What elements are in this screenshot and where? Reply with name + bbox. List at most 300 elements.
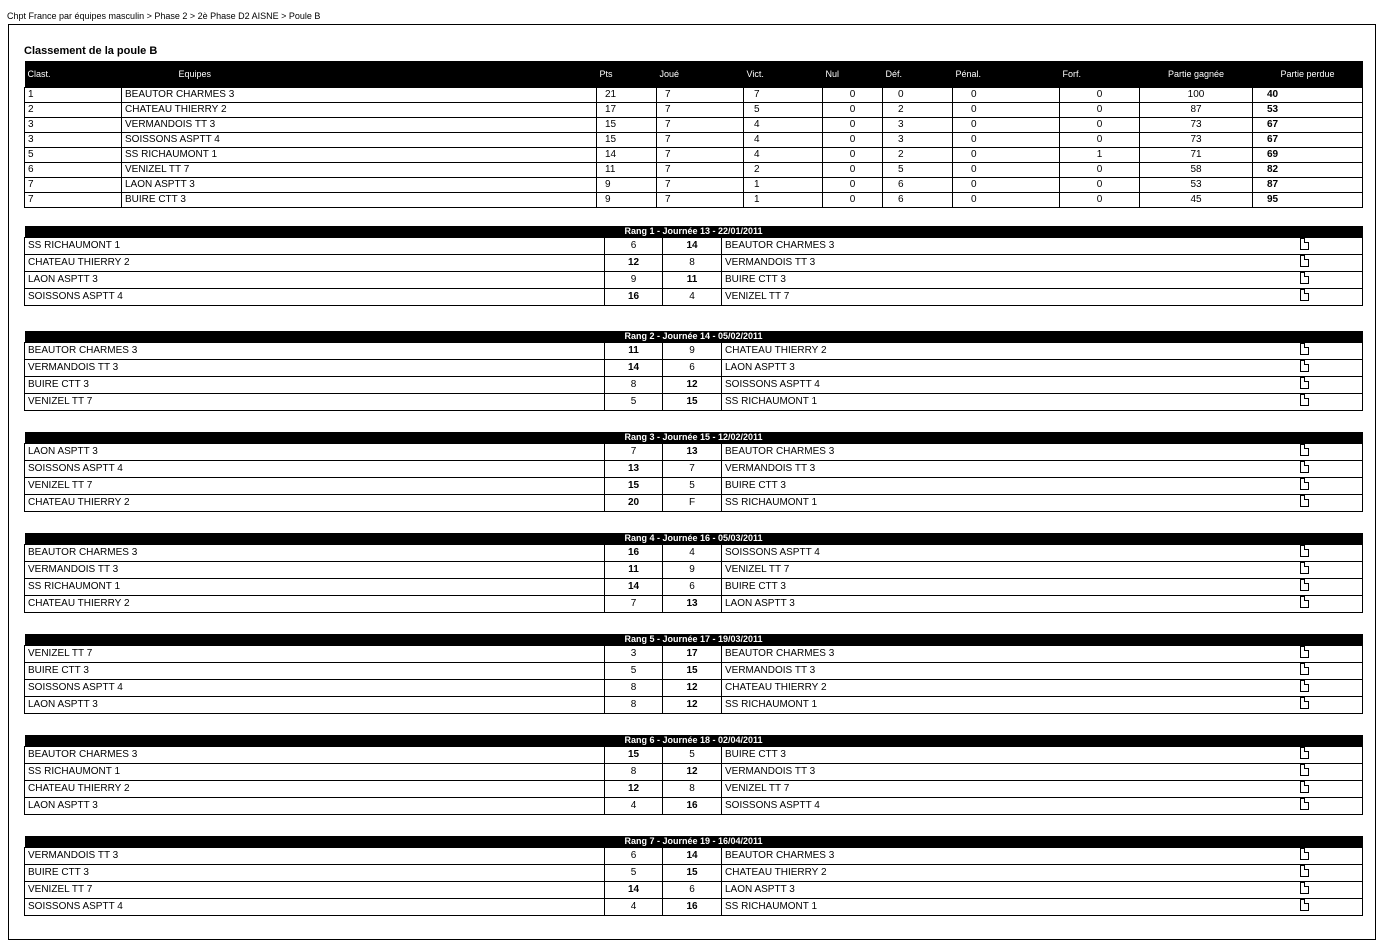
games-won-cell: 45 bbox=[1140, 193, 1253, 208]
team-cell: VENIZEL TT 7 bbox=[122, 163, 597, 178]
match-sheet-link[interactable] bbox=[1300, 680, 1363, 697]
points-cell: 15 bbox=[597, 118, 657, 133]
away-team: LAON ASPTT 3 bbox=[722, 360, 1300, 377]
rank-cell: 3 bbox=[25, 133, 122, 148]
home-score: 14 bbox=[605, 360, 663, 377]
penalty-cell: 0 bbox=[953, 163, 1060, 178]
standings-table bbox=[24, 61, 1363, 208]
document-icon[interactable] bbox=[1300, 272, 1309, 284]
match-row bbox=[25, 255, 1363, 272]
col-header-clast: Clast. bbox=[25, 61, 122, 88]
penalty-cell: 0 bbox=[953, 193, 1060, 208]
home-score: 15 bbox=[605, 478, 663, 495]
document-icon[interactable] bbox=[1300, 596, 1309, 608]
match-row bbox=[25, 238, 1363, 255]
home-score: 7 bbox=[605, 444, 663, 461]
round-header-row bbox=[25, 735, 1363, 747]
games-won-cell: 73 bbox=[1140, 118, 1253, 133]
away-team: VERMANDOIS TT 3 bbox=[722, 764, 1300, 781]
wins-cell: 5 bbox=[744, 103, 823, 118]
losses-cell: 6 bbox=[883, 193, 953, 208]
away-score: 17 bbox=[663, 646, 722, 663]
away-score: 6 bbox=[663, 360, 722, 377]
away-team: VERMANDOIS TT 3 bbox=[722, 461, 1300, 478]
home-score: 7 bbox=[605, 596, 663, 613]
wins-cell: 4 bbox=[744, 133, 823, 148]
played-cell: 7 bbox=[657, 163, 744, 178]
games-lost-cell: 67 bbox=[1253, 118, 1363, 133]
home-team: BEAUTOR CHARMES 3 bbox=[25, 343, 605, 360]
home-score: 16 bbox=[605, 545, 663, 562]
played-cell: 7 bbox=[657, 148, 744, 163]
home-team: LAON ASPTT 3 bbox=[25, 798, 605, 815]
match-sheet-link[interactable] bbox=[1300, 444, 1363, 461]
home-score: 15 bbox=[605, 747, 663, 764]
draws-cell: 0 bbox=[823, 148, 883, 163]
match-row bbox=[25, 798, 1363, 815]
games-won-cell: 58 bbox=[1140, 163, 1253, 178]
match-sheet-link[interactable] bbox=[1300, 238, 1363, 255]
match-row bbox=[25, 272, 1363, 289]
document-icon[interactable] bbox=[1300, 461, 1309, 473]
document-icon[interactable] bbox=[1300, 289, 1309, 301]
round-header-row bbox=[25, 432, 1363, 444]
match-sheet-link[interactable] bbox=[1300, 272, 1363, 289]
standings-row bbox=[25, 163, 1363, 178]
points-cell: 11 bbox=[597, 163, 657, 178]
points-cell: 9 bbox=[597, 178, 657, 193]
match-row bbox=[25, 764, 1363, 781]
match-row bbox=[25, 663, 1363, 680]
away-team: VENIZEL TT 7 bbox=[722, 289, 1300, 306]
away-team: SOISSONS ASPTT 4 bbox=[722, 798, 1300, 815]
match-sheet-link[interactable] bbox=[1300, 663, 1363, 680]
home-team: CHATEAU THIERRY 2 bbox=[25, 596, 605, 613]
away-team: LAON ASPTT 3 bbox=[722, 882, 1300, 899]
home-score: 11 bbox=[605, 343, 663, 360]
round-title: Rang 5 - Journée 17 - 19/03/2011 bbox=[25, 634, 1363, 646]
document-icon[interactable] bbox=[1300, 377, 1309, 389]
home-team: VENIZEL TT 7 bbox=[25, 882, 605, 899]
match-sheet-link[interactable] bbox=[1300, 865, 1363, 882]
away-team: SOISSONS ASPTT 4 bbox=[722, 377, 1300, 394]
away-score: 8 bbox=[663, 255, 722, 272]
col-header-nul: Nul bbox=[823, 61, 883, 88]
round-table bbox=[24, 735, 1363, 815]
away-score: 12 bbox=[663, 697, 722, 714]
home-score: 12 bbox=[605, 781, 663, 798]
away-score: 12 bbox=[663, 764, 722, 781]
match-row bbox=[25, 394, 1363, 411]
wins-cell: 4 bbox=[744, 118, 823, 133]
home-score: 14 bbox=[605, 579, 663, 596]
games-lost-cell: 40 bbox=[1253, 88, 1363, 103]
match-row bbox=[25, 579, 1363, 596]
away-team: BUIRE CTT 3 bbox=[722, 478, 1300, 495]
away-score: 6 bbox=[663, 882, 722, 899]
home-team: SOISSONS ASPTT 4 bbox=[25, 680, 605, 697]
team-cell: BUIRE CTT 3 bbox=[122, 193, 597, 208]
rank-cell: 3 bbox=[25, 118, 122, 133]
away-team: VERMANDOIS TT 3 bbox=[722, 255, 1300, 272]
round-table bbox=[24, 226, 1363, 306]
match-sheet-link[interactable] bbox=[1300, 798, 1363, 815]
forfeit-cell: 0 bbox=[1060, 88, 1140, 103]
away-team: BUIRE CTT 3 bbox=[722, 747, 1300, 764]
standings-row bbox=[25, 193, 1363, 208]
match-row bbox=[25, 377, 1363, 394]
home-score: 8 bbox=[605, 377, 663, 394]
col-header-partie-gagnee: Partie gagnée bbox=[1140, 61, 1253, 88]
points-cell: 21 bbox=[597, 88, 657, 103]
home-score: 11 bbox=[605, 562, 663, 579]
match-sheet-link[interactable] bbox=[1300, 360, 1363, 377]
team-cell: SS RICHAUMONT 1 bbox=[122, 148, 597, 163]
document-icon[interactable] bbox=[1300, 646, 1309, 658]
round-title: Rang 7 - Journée 19 - 16/04/2011 bbox=[25, 836, 1363, 848]
document-icon[interactable] bbox=[1300, 848, 1309, 860]
forfeit-cell: 1 bbox=[1060, 148, 1140, 163]
home-team: SOISSONS ASPTT 4 bbox=[25, 899, 605, 916]
penalty-cell: 0 bbox=[953, 148, 1060, 163]
games-won-cell: 87 bbox=[1140, 103, 1253, 118]
round-table bbox=[24, 432, 1363, 512]
played-cell: 7 bbox=[657, 133, 744, 148]
penalty-cell: 0 bbox=[953, 133, 1060, 148]
rank-cell: 2 bbox=[25, 103, 122, 118]
document-icon[interactable] bbox=[1300, 697, 1309, 709]
losses-cell: 5 bbox=[883, 163, 953, 178]
away-score: 15 bbox=[663, 865, 722, 882]
away-score: 12 bbox=[663, 377, 722, 394]
games-won-cell: 100 bbox=[1140, 88, 1253, 103]
home-score: 6 bbox=[605, 238, 663, 255]
home-score: 3 bbox=[605, 646, 663, 663]
home-team: CHATEAU THIERRY 2 bbox=[25, 781, 605, 798]
penalty-cell: 0 bbox=[953, 178, 1060, 193]
games-won-cell: 73 bbox=[1140, 133, 1253, 148]
rank-cell: 6 bbox=[25, 163, 122, 178]
away-score: 9 bbox=[663, 562, 722, 579]
home-team: SS RICHAUMONT 1 bbox=[25, 238, 605, 255]
document-icon[interactable] bbox=[1300, 882, 1309, 894]
match-row bbox=[25, 697, 1363, 714]
match-row bbox=[25, 747, 1363, 764]
points-cell: 9 bbox=[597, 193, 657, 208]
match-row bbox=[25, 461, 1363, 478]
match-sheet-link[interactable] bbox=[1300, 562, 1363, 579]
document-icon[interactable] bbox=[1300, 764, 1309, 776]
match-sheet-link[interactable] bbox=[1300, 394, 1363, 411]
standings-row bbox=[25, 88, 1363, 103]
document-icon[interactable] bbox=[1300, 781, 1309, 793]
home-team: SOISSONS ASPTT 4 bbox=[25, 289, 605, 306]
document-icon[interactable] bbox=[1300, 360, 1309, 372]
team-cell: BEAUTOR CHARMES 3 bbox=[122, 88, 597, 103]
round-header-row bbox=[25, 331, 1363, 343]
standings-row bbox=[25, 103, 1363, 118]
home-score: 16 bbox=[605, 289, 663, 306]
standings-row bbox=[25, 118, 1363, 133]
page-title: Classement de la poule B bbox=[24, 45, 158, 57]
losses-cell: 0 bbox=[883, 88, 953, 103]
home-team: BUIRE CTT 3 bbox=[25, 377, 605, 394]
home-team: SS RICHAUMONT 1 bbox=[25, 579, 605, 596]
losses-cell: 3 bbox=[883, 118, 953, 133]
standings-row bbox=[25, 148, 1363, 163]
draws-cell: 0 bbox=[823, 163, 883, 178]
away-team: SS RICHAUMONT 1 bbox=[722, 697, 1300, 714]
rank-cell: 7 bbox=[25, 178, 122, 193]
team-cell: VERMANDOIS TT 3 bbox=[122, 118, 597, 133]
home-score: 13 bbox=[605, 461, 663, 478]
home-team: VERMANDOIS TT 3 bbox=[25, 848, 605, 865]
games-lost-cell: 82 bbox=[1253, 163, 1363, 178]
match-sheet-link[interactable] bbox=[1300, 255, 1363, 272]
losses-cell: 2 bbox=[883, 103, 953, 118]
breadcrumb: Chpt France par équipes masculin > Phase 2 > 2è Phase D2 AISNE > Poule B bbox=[7, 11, 321, 21]
standings-row bbox=[25, 178, 1363, 193]
forfeit-cell: 0 bbox=[1060, 118, 1140, 133]
away-team: CHATEAU THIERRY 2 bbox=[722, 865, 1300, 882]
away-team: CHATEAU THIERRY 2 bbox=[722, 680, 1300, 697]
match-row bbox=[25, 781, 1363, 798]
away-team: LAON ASPTT 3 bbox=[722, 596, 1300, 613]
match-sheet-link[interactable] bbox=[1300, 848, 1363, 865]
away-score: 14 bbox=[663, 848, 722, 865]
penalty-cell: 0 bbox=[953, 118, 1060, 133]
rank-cell: 5 bbox=[25, 148, 122, 163]
round-title: Rang 1 - Journée 13 - 22/01/2011 bbox=[25, 226, 1363, 238]
games-won-cell: 53 bbox=[1140, 178, 1253, 193]
away-score: 7 bbox=[663, 461, 722, 478]
home-score: 8 bbox=[605, 680, 663, 697]
wins-cell: 7 bbox=[744, 88, 823, 103]
match-sheet-link[interactable] bbox=[1300, 495, 1363, 512]
match-row bbox=[25, 444, 1363, 461]
forfeit-cell: 0 bbox=[1060, 103, 1140, 118]
home-score: 4 bbox=[605, 798, 663, 815]
away-team: SS RICHAUMONT 1 bbox=[722, 899, 1300, 916]
played-cell: 7 bbox=[657, 103, 744, 118]
document-icon[interactable] bbox=[1300, 680, 1309, 692]
round-title: Rang 3 - Journée 15 - 12/02/2011 bbox=[25, 432, 1363, 444]
home-team: VENIZEL TT 7 bbox=[25, 478, 605, 495]
away-team: BEAUTOR CHARMES 3 bbox=[722, 444, 1300, 461]
team-cell: LAON ASPTT 3 bbox=[122, 178, 597, 193]
standings-header-row bbox=[25, 61, 1363, 88]
col-header-partie-perdue: Partie perdue bbox=[1253, 61, 1363, 88]
games-lost-cell: 69 bbox=[1253, 148, 1363, 163]
away-score: 13 bbox=[663, 444, 722, 461]
penalty-cell: 0 bbox=[953, 88, 1060, 103]
played-cell: 7 bbox=[657, 193, 744, 208]
home-score: 5 bbox=[605, 663, 663, 680]
points-cell: 15 bbox=[597, 133, 657, 148]
match-row bbox=[25, 478, 1363, 495]
draws-cell: 0 bbox=[823, 178, 883, 193]
match-row bbox=[25, 848, 1363, 865]
match-row bbox=[25, 360, 1363, 377]
col-header-def: Déf. bbox=[883, 61, 953, 88]
document-icon[interactable] bbox=[1300, 394, 1309, 406]
col-header-joue: Joué bbox=[657, 61, 744, 88]
home-team: VERMANDOIS TT 3 bbox=[25, 562, 605, 579]
away-score: 9 bbox=[663, 343, 722, 360]
away-score: 14 bbox=[663, 238, 722, 255]
away-team: BUIRE CTT 3 bbox=[722, 579, 1300, 596]
match-sheet-link[interactable] bbox=[1300, 289, 1363, 306]
match-sheet-link[interactable] bbox=[1300, 899, 1363, 916]
home-score: 12 bbox=[605, 255, 663, 272]
standings-row bbox=[25, 133, 1363, 148]
match-row bbox=[25, 899, 1363, 916]
away-score: 15 bbox=[663, 394, 722, 411]
match-row bbox=[25, 596, 1363, 613]
losses-cell: 2 bbox=[883, 148, 953, 163]
away-score: 15 bbox=[663, 663, 722, 680]
home-team: BUIRE CTT 3 bbox=[25, 663, 605, 680]
document-icon[interactable] bbox=[1300, 562, 1309, 574]
match-sheet-link[interactable] bbox=[1300, 478, 1363, 495]
away-score: F bbox=[663, 495, 722, 512]
away-score: 5 bbox=[663, 478, 722, 495]
document-icon[interactable] bbox=[1300, 579, 1309, 591]
penalty-cell: 0 bbox=[953, 103, 1060, 118]
document-icon[interactable] bbox=[1300, 238, 1309, 250]
round-table bbox=[24, 836, 1363, 916]
home-score: 8 bbox=[605, 764, 663, 781]
match-sheet-link[interactable] bbox=[1300, 545, 1363, 562]
home-team: CHATEAU THIERRY 2 bbox=[25, 495, 605, 512]
round-table bbox=[24, 634, 1363, 714]
round-header-row bbox=[25, 634, 1363, 646]
forfeit-cell: 0 bbox=[1060, 193, 1140, 208]
round-title: Rang 2 - Journée 14 - 05/02/2011 bbox=[25, 331, 1363, 343]
round-header-row bbox=[25, 226, 1363, 238]
played-cell: 7 bbox=[657, 178, 744, 193]
document-icon[interactable] bbox=[1300, 865, 1309, 877]
away-team: CHATEAU THIERRY 2 bbox=[722, 343, 1300, 360]
col-header-vict: Vict. bbox=[744, 61, 823, 88]
match-row bbox=[25, 289, 1363, 306]
away-score: 16 bbox=[663, 899, 722, 916]
points-cell: 17 bbox=[597, 103, 657, 118]
match-sheet-link[interactable] bbox=[1300, 882, 1363, 899]
rank-cell: 1 bbox=[25, 88, 122, 103]
document-icon[interactable] bbox=[1300, 663, 1309, 675]
games-lost-cell: 53 bbox=[1253, 103, 1363, 118]
match-row bbox=[25, 680, 1363, 697]
away-score: 8 bbox=[663, 781, 722, 798]
round-title: Rang 6 - Journée 18 - 02/04/2011 bbox=[25, 735, 1363, 747]
document-icon[interactable] bbox=[1300, 495, 1309, 507]
document-icon[interactable] bbox=[1300, 343, 1309, 355]
home-team: SS RICHAUMONT 1 bbox=[25, 764, 605, 781]
home-score: 6 bbox=[605, 848, 663, 865]
played-cell: 7 bbox=[657, 118, 744, 133]
away-score: 12 bbox=[663, 680, 722, 697]
match-row bbox=[25, 562, 1363, 579]
away-score: 4 bbox=[663, 545, 722, 562]
match-sheet-link[interactable] bbox=[1300, 377, 1363, 394]
away-team: BEAUTOR CHARMES 3 bbox=[722, 646, 1300, 663]
col-header-penal: Pénal. bbox=[953, 61, 1060, 88]
team-cell: CHATEAU THIERRY 2 bbox=[122, 103, 597, 118]
wins-cell: 1 bbox=[744, 178, 823, 193]
wins-cell: 2 bbox=[744, 163, 823, 178]
home-score: 5 bbox=[605, 865, 663, 882]
document-icon[interactable] bbox=[1300, 545, 1309, 557]
home-team: LAON ASPTT 3 bbox=[25, 444, 605, 461]
match-row bbox=[25, 882, 1363, 899]
match-sheet-link[interactable] bbox=[1300, 596, 1363, 613]
round-table bbox=[24, 331, 1363, 411]
match-row bbox=[25, 545, 1363, 562]
played-cell: 7 bbox=[657, 88, 744, 103]
match-sheet-link[interactable] bbox=[1300, 646, 1363, 663]
match-sheet-link[interactable] bbox=[1300, 579, 1363, 596]
match-sheet-link[interactable] bbox=[1300, 764, 1363, 781]
wins-cell: 1 bbox=[744, 193, 823, 208]
home-team: BEAUTOR CHARMES 3 bbox=[25, 747, 605, 764]
games-lost-cell: 87 bbox=[1253, 178, 1363, 193]
document-icon[interactable] bbox=[1300, 798, 1309, 810]
home-score: 8 bbox=[605, 697, 663, 714]
draws-cell: 0 bbox=[823, 88, 883, 103]
away-team: BEAUTOR CHARMES 3 bbox=[722, 238, 1300, 255]
draws-cell: 0 bbox=[823, 193, 883, 208]
round-title: Rang 4 - Journée 16 - 05/03/2011 bbox=[25, 533, 1363, 545]
col-header-equipes: Equipes bbox=[122, 61, 597, 88]
away-team: SS RICHAUMONT 1 bbox=[722, 495, 1300, 512]
forfeit-cell: 0 bbox=[1060, 163, 1140, 178]
away-score: 11 bbox=[663, 272, 722, 289]
away-score: 13 bbox=[663, 596, 722, 613]
home-score: 4 bbox=[605, 899, 663, 916]
document-icon[interactable] bbox=[1300, 899, 1309, 911]
away-team: VERMANDOIS TT 3 bbox=[722, 663, 1300, 680]
away-score: 6 bbox=[663, 579, 722, 596]
match-row bbox=[25, 865, 1363, 882]
document-icon[interactable] bbox=[1300, 478, 1309, 490]
away-team: VENIZEL TT 7 bbox=[722, 562, 1300, 579]
home-team: CHATEAU THIERRY 2 bbox=[25, 255, 605, 272]
wins-cell: 4 bbox=[744, 148, 823, 163]
forfeit-cell: 0 bbox=[1060, 133, 1140, 148]
match-row bbox=[25, 343, 1363, 360]
round-header-row bbox=[25, 533, 1363, 545]
home-score: 14 bbox=[605, 882, 663, 899]
games-lost-cell: 95 bbox=[1253, 193, 1363, 208]
match-sheet-link[interactable] bbox=[1300, 697, 1363, 714]
document-icon[interactable] bbox=[1300, 255, 1309, 267]
home-team: LAON ASPTT 3 bbox=[25, 272, 605, 289]
match-sheet-link[interactable] bbox=[1300, 343, 1363, 360]
round-header-row bbox=[25, 836, 1363, 848]
match-row bbox=[25, 646, 1363, 663]
away-score: 5 bbox=[663, 747, 722, 764]
document-icon[interactable] bbox=[1300, 444, 1309, 456]
match-sheet-link[interactable] bbox=[1300, 747, 1363, 764]
match-sheet-link[interactable] bbox=[1300, 781, 1363, 798]
away-team: SS RICHAUMONT 1 bbox=[722, 394, 1300, 411]
match-sheet-link[interactable] bbox=[1300, 461, 1363, 478]
home-team: VENIZEL TT 7 bbox=[25, 394, 605, 411]
away-score: 16 bbox=[663, 798, 722, 815]
document-icon[interactable] bbox=[1300, 747, 1309, 759]
home-team: BEAUTOR CHARMES 3 bbox=[25, 545, 605, 562]
